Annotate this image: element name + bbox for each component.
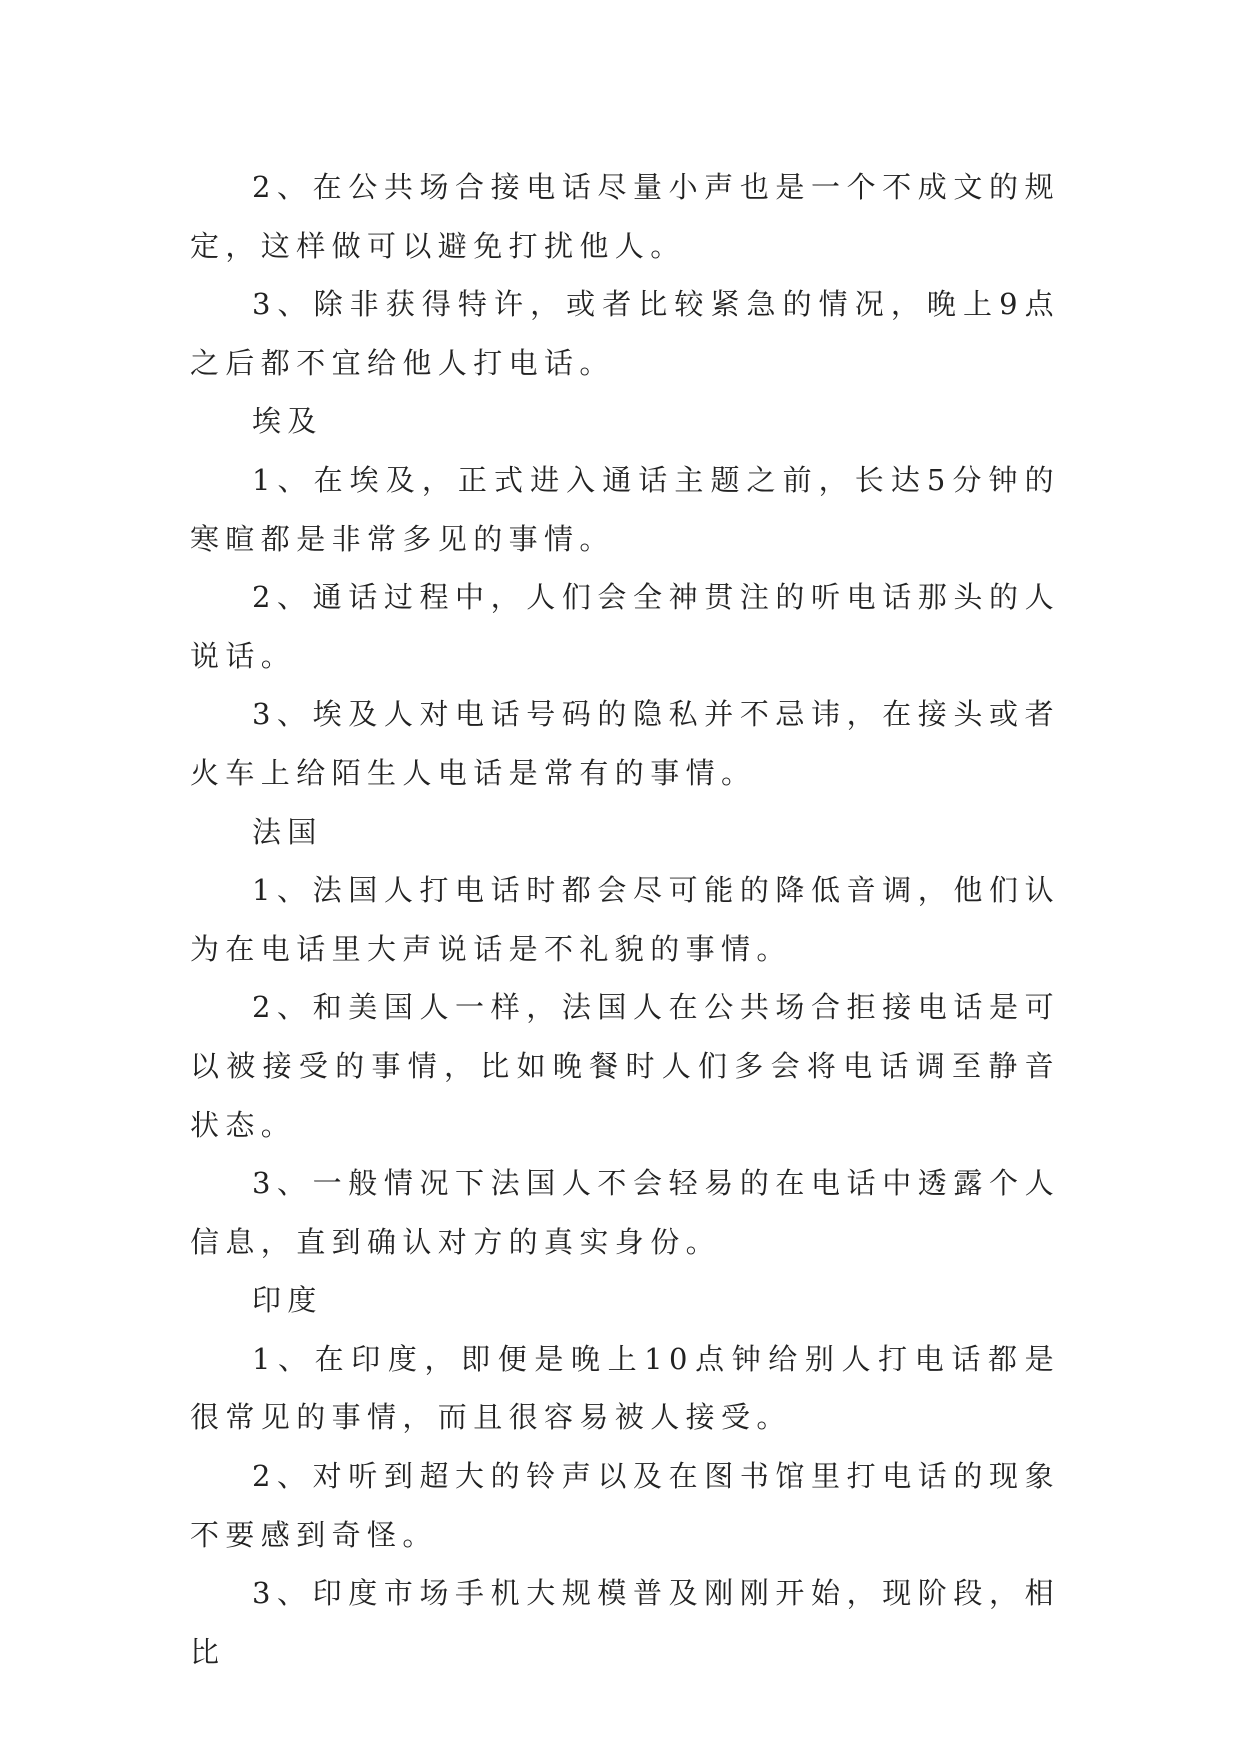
paragraph: 2、对听到超大的铃声以及在图书馆里打电话的现象不要感到奇怪。 — [190, 1459, 1060, 1552]
paragraph: 3、一般情况下法国人不会轻易的在电话中透露个人信息，直到确认对方的真实身份。 — [190, 1166, 1060, 1259]
paragraph: 2、通话过程中，人们会全神贯注的听电话那头的人说话。 — [190, 580, 1060, 673]
paragraph: 2、和美国人一样，法国人在公共场合拒接电话是可以被接受的事情，比如晚餐时人们多会将电话调至静音状态。 — [190, 990, 1060, 1142]
paragraph: 3、除非获得特许，或者比较紧急的情况，晚上9点之后都不宜给他人打电话。 — [190, 287, 1060, 380]
paragraph: 2、在公共场合接电话尽量小声也是一个不成文的规定，这样做可以避免打扰他人。 — [190, 170, 1060, 263]
section-heading-india: 印度 — [252, 1283, 323, 1318]
paragraph: 1、在埃及，正式进入通话主题之前，长达5分钟的寒暄都是非常多见的事情。 — [190, 462, 1060, 556]
section-heading-egypt: 埃及 — [252, 404, 323, 439]
paragraph: 1、在印度，即便是晚上10点钟给别人打电话都是很常见的事情，而且很容易被人接受。 — [190, 1341, 1060, 1435]
section-heading-france: 法国 — [252, 814, 323, 849]
paragraph: 3、印度市场手机大规模普及刚刚开始，现阶段，相比 — [190, 1576, 1060, 1669]
paragraph: 3、埃及人对电话号码的隐私并不忌讳，在接头或者火车上给陌生人电话是常有的事情。 — [190, 697, 1060, 790]
document-body — [190, 158, 1060, 1681]
paragraph: 1、法国人打电话时都会尽可能的降低音调，他们认为在电话里大声说话是不礼貌的事情。 — [190, 873, 1060, 966]
